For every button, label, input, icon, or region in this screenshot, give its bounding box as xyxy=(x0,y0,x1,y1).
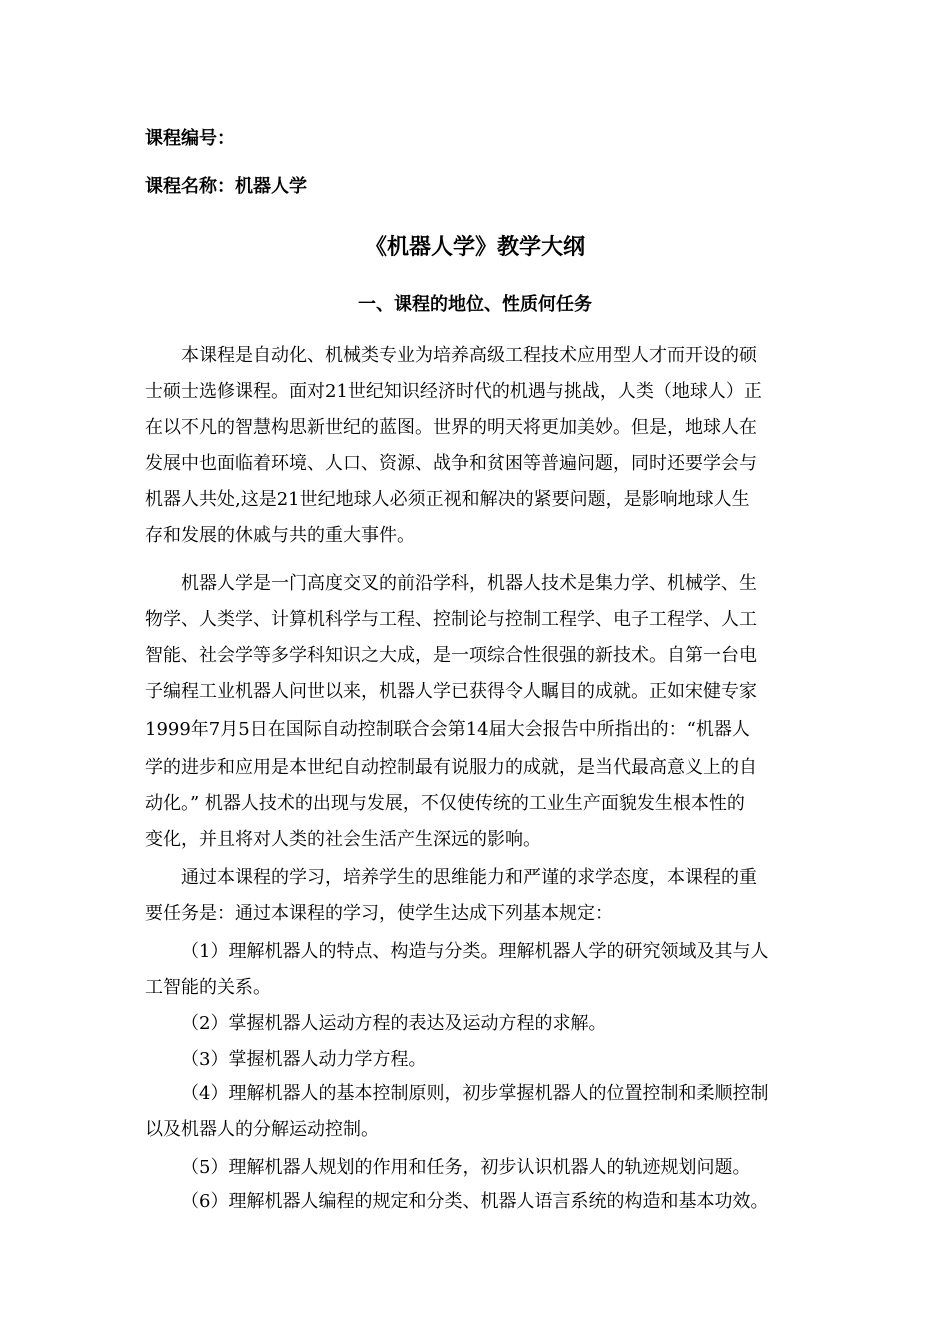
list-item: （3）掌握机器人动力学方程。 xyxy=(181,1049,427,1070)
paragraph-line: 存和发展的休戚与共的重大事件。 xyxy=(145,525,415,546)
paragraph-line: 子编程工业机器人问世以来，机器人学已获得令人瞩目的成就。正如宋健专家 xyxy=(145,681,757,702)
list-item: （6）理解机器人编程的规定和分类、机器人语言系统的构造和基本功效。 xyxy=(181,1191,769,1212)
paragraph-line: 发展中也面临着环境、人口、资源、战争和贫困等普遍问题，同时还要学会与 xyxy=(145,453,757,474)
paragraph-line: 动化。” 机器人技术的出现与发展，不仅使传统的工业生产面貌发生根本性的 xyxy=(145,793,745,814)
paragraph-line: 学的进步和应用是本世纪自动控制最有说服力的成就，是当代最高意义上的自 xyxy=(145,757,757,778)
list-item: （2）掌握机器人运动方程的表达及运动方程的求解。 xyxy=(181,1013,607,1034)
paragraph-line: 物学、人类学、计算机科学与工程、控制论与控制工程学、电子工程学、人工 xyxy=(145,609,757,630)
course-name-label: 课程名称：机器人学 xyxy=(145,176,307,197)
paragraph-line: 智能、社会学等多学科知识之大成，是一项综合性很强的新技术。自第一台电 xyxy=(145,645,757,666)
list-item-continuation: 工智能的关系。 xyxy=(145,977,271,998)
paragraph-line: 要任务是：通过本课程的学习，使学生达成下列基本规定： xyxy=(145,903,613,924)
list-item: （1）理解机器人的特点、构造与分类。理解机器人学的研究领域及其与人 xyxy=(181,941,769,962)
list-item: （5）理解机器人规划的作用和任务，初步认识机器人的轨迹规划问题。 xyxy=(181,1157,751,1178)
paragraph-line: 1999年7月5日在国际自动控制联合会第14届大会报告中所指出的：“机器人 xyxy=(145,719,750,740)
course-number-label: 课程编号： xyxy=(145,128,235,149)
paragraph-line: 通过本课程的学习，培养学生的思维能力和严谨的求学态度，本课程的重 xyxy=(181,867,757,888)
paragraph-line: 本课程是自动化、机械类专业为培养高级工程技术应用型人才而开设的硕 xyxy=(181,345,757,366)
list-item-continuation: 以及机器人的分解运动控制。 xyxy=(145,1119,379,1140)
paragraph-line: 士硕士选修课程。面对21世纪知识经济时代的机遇与挑战，人类（地球人）正 xyxy=(145,381,762,402)
list-item: （4）理解机器人的基本控制原则，初步掌握机器人的位置控制和柔顺控制 xyxy=(181,1083,769,1104)
paragraph-line: 在以不凡的智慧构思新世纪的蓝图。世界的明天将更加美妙。但是，地球人在 xyxy=(145,417,757,438)
paragraph-line: 机器人学是一门高度交叉的前沿学科，机器人技术是集力学、机械学、生 xyxy=(181,573,757,594)
paragraph-line: 变化，并且将对人类的社会生活产生深远的影响。 xyxy=(145,829,541,850)
paragraph-line: 机器人共处,这是21世纪地球人必须正视和解决的紧要问题，是影响地球人生 xyxy=(145,489,750,510)
section-heading: 一、课程的地位、性质何任务 xyxy=(358,294,592,315)
document-title: 《机器人学》教学大纲 xyxy=(364,235,585,260)
